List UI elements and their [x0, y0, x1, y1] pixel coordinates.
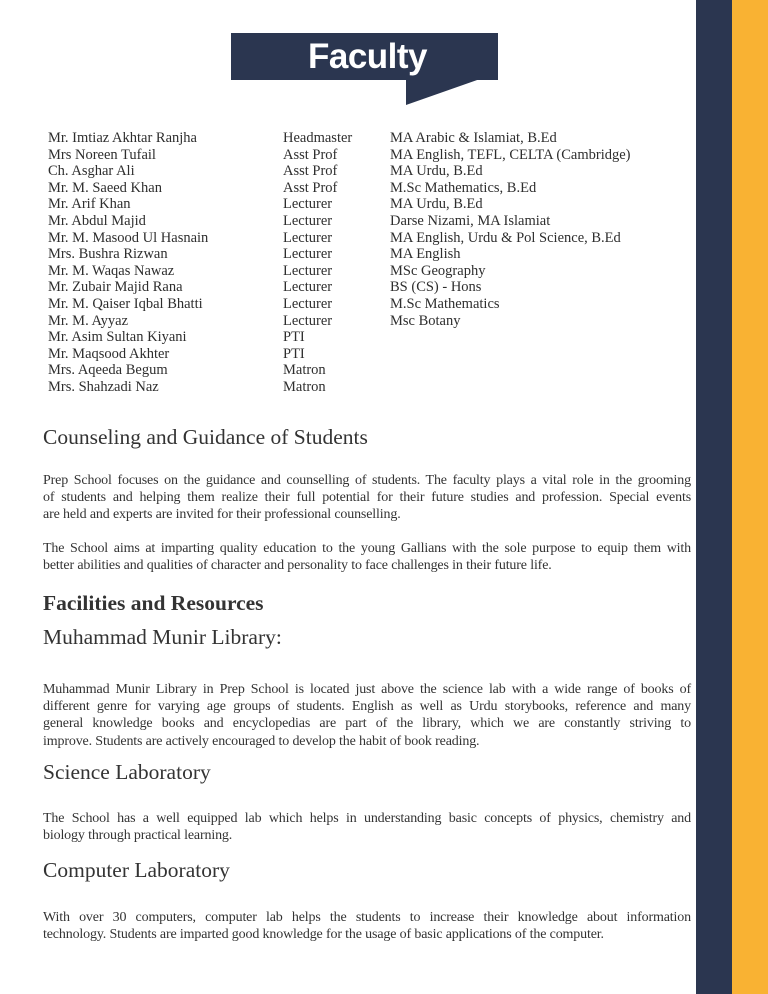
- faculty-qualification: BS (CS) - Hons: [390, 279, 482, 296]
- faculty-name: Mrs. Bushra Rizwan: [48, 246, 168, 263]
- faculty-designation: Lecturer: [283, 196, 333, 213]
- faculty-banner-tail: [406, 79, 480, 105]
- library-paragraph: [43, 681, 691, 750]
- text-line: Prep School focuses on the guidance and counselling of students. The faculty plays a vital role in the grooming: [43, 473, 691, 488]
- faculty-designation: Matron: [283, 378, 326, 395]
- text-line: improve. Students are actively encouraged to develop the habit of book reading.: [43, 733, 480, 749]
- text-line: biology through practical learning.: [43, 828, 233, 844]
- text-line: The School has a well equipped lab which helps in understanding basic concepts of physics, chemistry and: [43, 811, 691, 826]
- faculty-qualification: M.Sc Mathematics: [390, 295, 500, 312]
- faculty-name: Mrs. Shahzadi Naz: [48, 378, 159, 395]
- faculty-designation: Headmaster: [283, 130, 353, 146]
- facilities-heading: Facilities and Resources: [43, 591, 264, 615]
- navy-side-stripe: [696, 0, 732, 994]
- text-line: With over 30 computers, computer lab helps the students to increase their knowledge about information: [43, 910, 691, 925]
- library-heading: Muhammad Munir Library:: [43, 625, 282, 649]
- faculty-name: Mr. M. Qaiser Iqbal Bhatti: [48, 295, 203, 312]
- faculty-designation: Matron: [283, 362, 326, 379]
- faculty-name: Mr. M. Waqas Nawaz: [48, 262, 175, 279]
- text-line: different genre for varying age groups of students. English as well as Urdu storybooks, reference and many: [43, 699, 691, 715]
- faculty-qualification: M.Sc Mathematics, B.Ed: [390, 179, 537, 196]
- science-lab-paragraph: [43, 810, 691, 844]
- text-line: general knowledge books and encyclopedias are part of the library, which we are constantly striving to: [43, 716, 691, 732]
- faculty-name: Ch. Asghar Ali: [48, 163, 135, 180]
- text-line: are held and experts are invited for their professional counselling.: [43, 507, 401, 523]
- faculty-qualification: Darse Nizami, MA Islamiat: [390, 212, 551, 229]
- faculty-designation: Lecturer: [283, 229, 333, 246]
- text-line: The School aims at imparting quality education to the young Gallians with the sole purpose to equip them with: [43, 541, 691, 556]
- faculty-designation: Asst Prof: [283, 163, 338, 180]
- faculty-designation: Lecturer: [283, 312, 333, 329]
- faculty-name: Mr. M. Ayyaz: [48, 312, 129, 329]
- faculty-name: Mr. Abdul Majid: [48, 212, 146, 229]
- faculty-name: Mrs. Aqeeda Begum: [48, 362, 168, 379]
- computer-lab-heading: Computer Laboratory: [43, 858, 230, 882]
- text-line: technology. Students are imparted good knowledge for the usage of basic applications of the computer.: [43, 927, 604, 943]
- faculty-name: Mr. Arif Khan: [48, 196, 131, 213]
- faculty-qualification: MSc Geography: [390, 262, 486, 279]
- faculty-designation: PTI: [283, 345, 305, 362]
- faculty-name: Mrs Noreen Tufail: [48, 146, 156, 163]
- faculty-qualification: MA Arabic & Islamiat, B.Ed: [390, 130, 557, 146]
- faculty-qualification: MA Urdu, B.Ed: [390, 196, 483, 213]
- counseling-paragraph-2: [43, 540, 691, 574]
- text-line: better abilities and qualities of character and personality to face challenges in their future life.: [43, 558, 552, 574]
- science-lab-heading: Science Laboratory: [43, 760, 211, 784]
- faculty-designation: Asst Prof: [283, 179, 338, 196]
- faculty-designation: Lecturer: [283, 246, 333, 263]
- counseling-paragraph-1: [43, 472, 691, 524]
- faculty-name: Mr. Imtiaz Akhtar Ranjha: [48, 130, 197, 146]
- faculty-qualification: MA English, TEFL, CELTA (Cambridge): [390, 146, 631, 163]
- faculty-name: Mr. Zubair Majid Rana: [48, 279, 183, 296]
- faculty-designation: Lecturer: [283, 212, 333, 229]
- faculty-name: Mr. Asim Sultan Kiyani: [48, 329, 187, 346]
- faculty-name: Mr. M. Masood Ul Hasnain: [48, 229, 209, 246]
- faculty-qualification: MA English, Urdu & Pol Science, B.Ed: [390, 229, 621, 246]
- faculty-designation: Lecturer: [283, 295, 333, 312]
- text-line: of students and helping them realize their full potential for their future studies and profession. Special events: [43, 490, 691, 506]
- computer-lab-paragraph: [43, 909, 691, 943]
- faculty-qualification: MA Urdu, B.Ed: [390, 163, 483, 180]
- text-line: Muhammad Munir Library in Prep School is located just above the science lab with a wide range of books of: [43, 682, 691, 697]
- counseling-heading: Counseling and Guidance of Students: [43, 425, 368, 449]
- faculty-qualification: Msc Botany: [390, 312, 461, 329]
- page-title: Faculty: [307, 36, 428, 76]
- faculty-designation: PTI: [283, 329, 305, 346]
- faculty-name: Mr. Maqsood Akhter: [48, 345, 170, 362]
- faculty-name: Mr. M. Saeed Khan: [48, 179, 162, 196]
- orange-side-stripe: [732, 0, 768, 994]
- faculty-qualification: MA English: [390, 246, 461, 263]
- faculty-designation: Asst Prof: [283, 146, 338, 163]
- faculty-designation: Lecturer: [283, 262, 333, 279]
- faculty-designation: Lecturer: [283, 279, 333, 296]
